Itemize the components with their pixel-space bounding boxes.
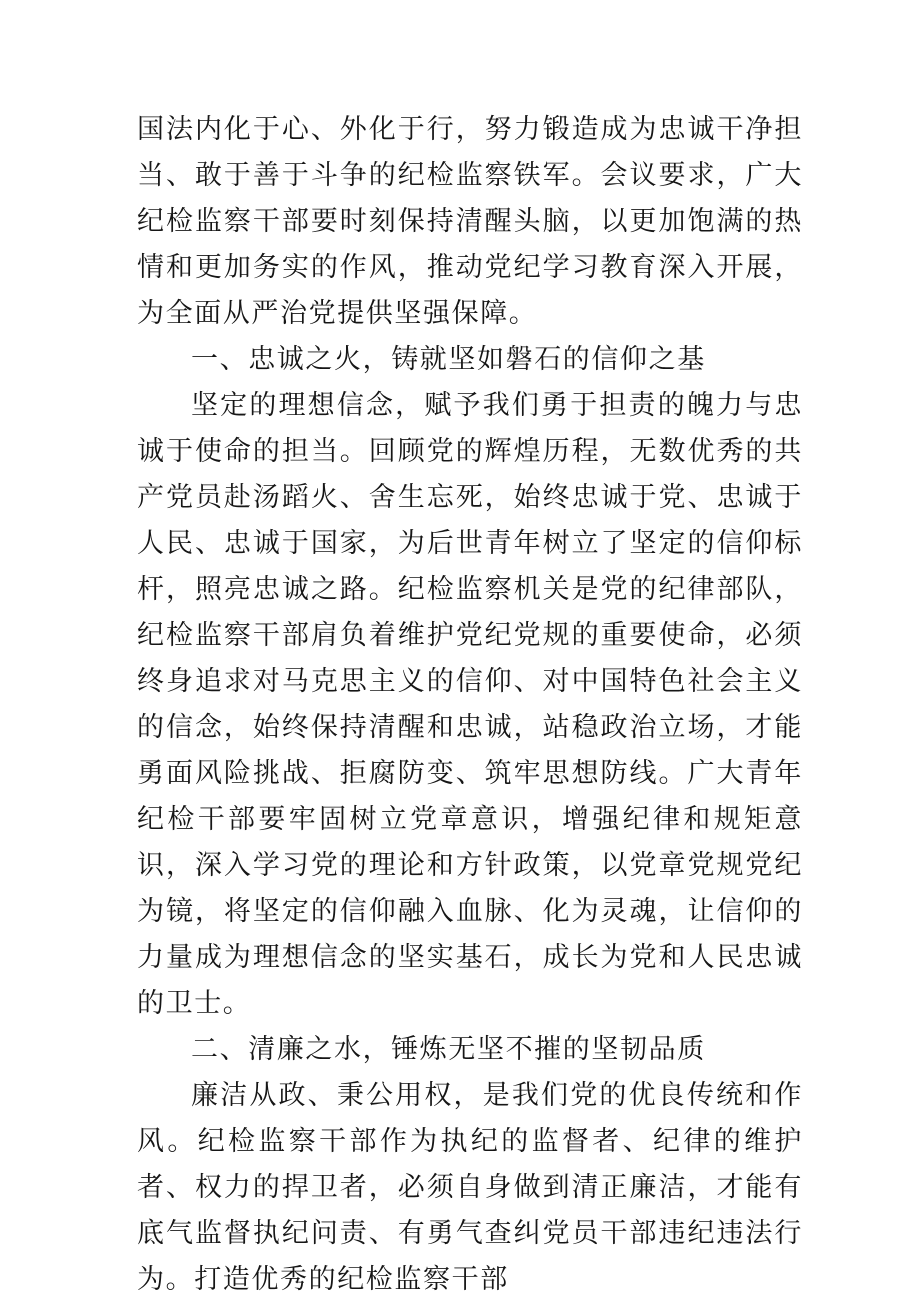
paragraph-loyalty-body: 坚定的理想信念，赋予我们勇于担责的魄力与忠诚于使命的担当。回顾党的辉煌历程，无数优秀的共产党员赴汤蹈火、舍生忘死，始终忠诚于党、忠诚于人民、忠诚于国家，为后世青年树立了坚定的信仰标杆，照亮忠诚之路。纪检监察机关是党的纪律部队，纪检监察干部肩负着维护党纪党规的重要使命，必须终身追求对马克思主义的信仰、对中国特色社会主义的信念，始终保持清醒和忠诚，站稳政治立场，才能勇面风险挑战、拒腐防变、筑牢思想防线。广大青年纪检干部要牢固树立党章意识，增强纪律和规矩意识，深入学习党的理论和方针政策，以党章党规党纪为镜，将坚定的信仰融入血脉、化为灵魂，让信仰的力量成为理想信念的坚实基石，成长为党和人民忠诚的卫士。 xyxy=(137,390,803,1019)
paragraph-integrity-body: 廉洁从政、秉公用权，是我们党的优良传统和作风。纪检监察干部作为执纪的监督者、纪律的维护者、权力的捍卫者，必须自身做到清正廉洁，才能有底气监督执纪问责、有勇气查纠党员干部违纪违法行为。打造优秀的纪检监察干部 xyxy=(137,1080,803,1295)
section-heading-loyalty: 一、忠诚之火，铸就坚如磐石的信仰之基 xyxy=(191,344,706,375)
document-body xyxy=(137,107,803,1303)
section-heading-integrity: 二、清廉之水，锤炼无坚不摧的坚韧品质 xyxy=(191,1034,706,1065)
paragraph-continuation: 国法内化于心、外化于行，努力锻造成为忠诚干净担当、敢于善于斗争的纪检监察铁军。会议要求，广大纪检监察干部要时刻保持清醒头脑，以更加饱满的热情和更加务实的作风，推动党纪学习教育深入开展，为全面从严治党提供坚强保障。 xyxy=(137,114,803,329)
